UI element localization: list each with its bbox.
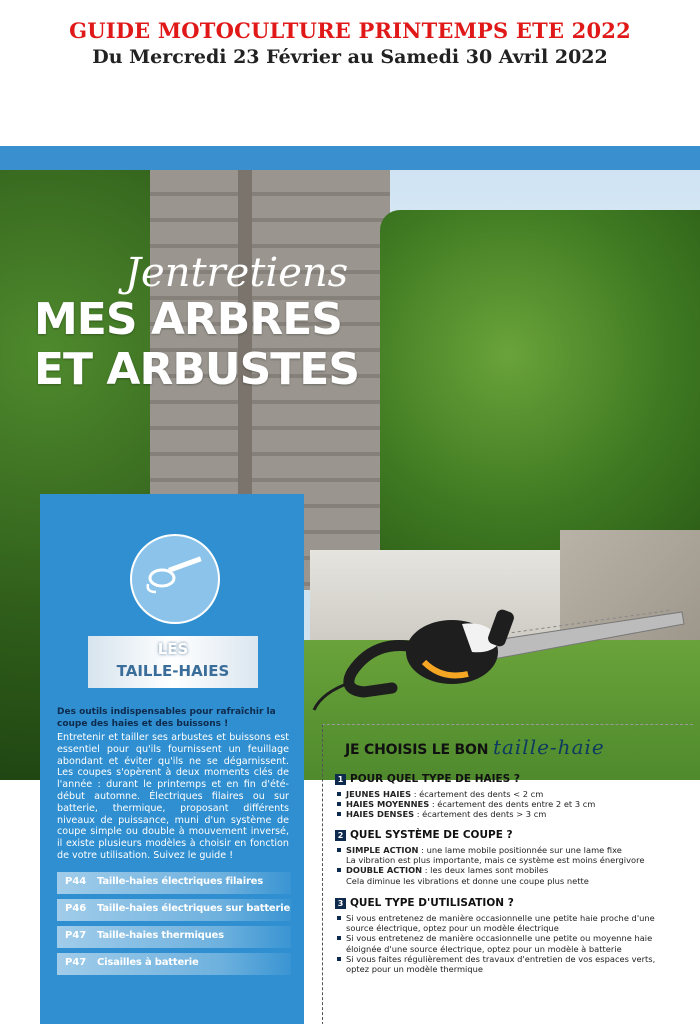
list-item-detail: La vibration est plus importante, mais ce système est moins énergivore (346, 855, 645, 866)
guide-title (345, 735, 605, 759)
list-item: Si vous faites régulièrement des travaux d'entretien de vos espaces verts, optez pour un modèle thermique (337, 954, 667, 974)
hedge-type-list (337, 789, 595, 820)
page-link-label: Taille-haies électriques filaires (97, 876, 264, 887)
list-item-detail: Cela diminue les vibrations et donne une coupe plus nette (346, 875, 589, 886)
hero-title-line1: MES ARBRES (34, 294, 342, 345)
page-number: P47 (65, 930, 87, 941)
question-3 (335, 897, 514, 909)
page-links (57, 872, 291, 980)
category-label-bottom: TAILLE-HAIES (116, 662, 230, 680)
card-intro: Des outils indispensables pour rafraîchir la coupe des haies et des buissons ! (57, 707, 276, 729)
catalog-page (0, 146, 700, 1024)
page-link[interactable] (57, 953, 291, 975)
list-item: JEUNES HAIES : écartement des dents < 2 cm (337, 789, 595, 799)
question-2 (335, 829, 513, 841)
info-card (40, 494, 304, 1024)
guide-title-prefix: JE CHOISIS LE BON (345, 742, 489, 758)
list-item: HAIES MOYENNES : écartement des dents entre 2 et 3 cm (337, 799, 595, 809)
hedge-trimmer-icon (130, 534, 220, 624)
question-title: QUEL TYPE D'UTILISATION ? (350, 897, 514, 909)
header-title: GUIDE MOTOCULTURE PRINTEMPS ETE 2022 (69, 18, 631, 43)
hero-script-title: Jentretiens (125, 250, 349, 296)
buying-guide (322, 724, 693, 1024)
page-link[interactable] (57, 872, 291, 894)
card-body: Entretenir et tailler ses arbustes et buissons est essentiel pour qu'ils fournissent un feuillage abondant et éviter qu'ils ne se dégarnissent. Les coupes s'opèrent à deux moments clés de l'année : durant le printemps et en fin d'été-début automne. Électriques filaires ou sur batterie, thermique, proposant différents niveaux de puissance, muni d'un système de coupe simple ou double à mouvement inversé, il existe plusieurs modèles à choisir en fonction de votre utilisation. Suivez le guide ! (57, 732, 289, 861)
category-banner (88, 636, 258, 688)
header-dates: Du Mercredi 23 Février au Samedi 30 Avril 2022 (92, 46, 608, 68)
hedge-trimmer-product-image (312, 602, 692, 712)
question-number: 1 (335, 774, 346, 785)
page-link-label: Taille-haies thermiques (97, 930, 224, 941)
page-link-label: Taille-haies électriques sur batterie (97, 903, 291, 914)
question-1 (335, 773, 520, 785)
list-item: DOUBLE ACTION : les deux lames sont mobiles (337, 865, 644, 875)
question-title: POUR QUEL TYPE DE HAIES ? (350, 773, 520, 785)
question-title: QUEL SYSTÈME DE COUPE ? (350, 829, 513, 841)
top-band (0, 146, 700, 170)
question-number: 2 (335, 830, 346, 841)
page-number: P44 (65, 876, 87, 887)
page-number: P46 (65, 903, 87, 914)
cutting-system-list (337, 845, 644, 886)
page-link[interactable] (57, 899, 291, 921)
guide-title-script: taille-haie (492, 735, 605, 759)
list-item: Si vous entretenez de manière occasionnelle une petite ou moyenne haie éloignée d'une source électrique, optez pour un modèle à batterie (337, 933, 667, 953)
page-link[interactable] (57, 926, 291, 948)
usage-list (337, 913, 667, 974)
list-item: HAIES DENSES : écartement des dents > 3 cm (337, 809, 595, 819)
page-link-label: Cisailles à batterie (97, 957, 199, 968)
list-item: Si vous entretenez de manière occasionnelle une petite haie proche d'une source électrique, optez pour un modèle électrique (337, 913, 667, 933)
hero-title-line2: ET ARBUSTES (34, 344, 360, 395)
page-number: P47 (65, 957, 87, 968)
hedge-right (380, 210, 700, 570)
list-item: SIMPLE ACTION : une lame mobile positionnée sur une lame fixe (337, 845, 644, 855)
category-label-top: LES (157, 640, 189, 658)
question-number: 3 (335, 898, 346, 909)
